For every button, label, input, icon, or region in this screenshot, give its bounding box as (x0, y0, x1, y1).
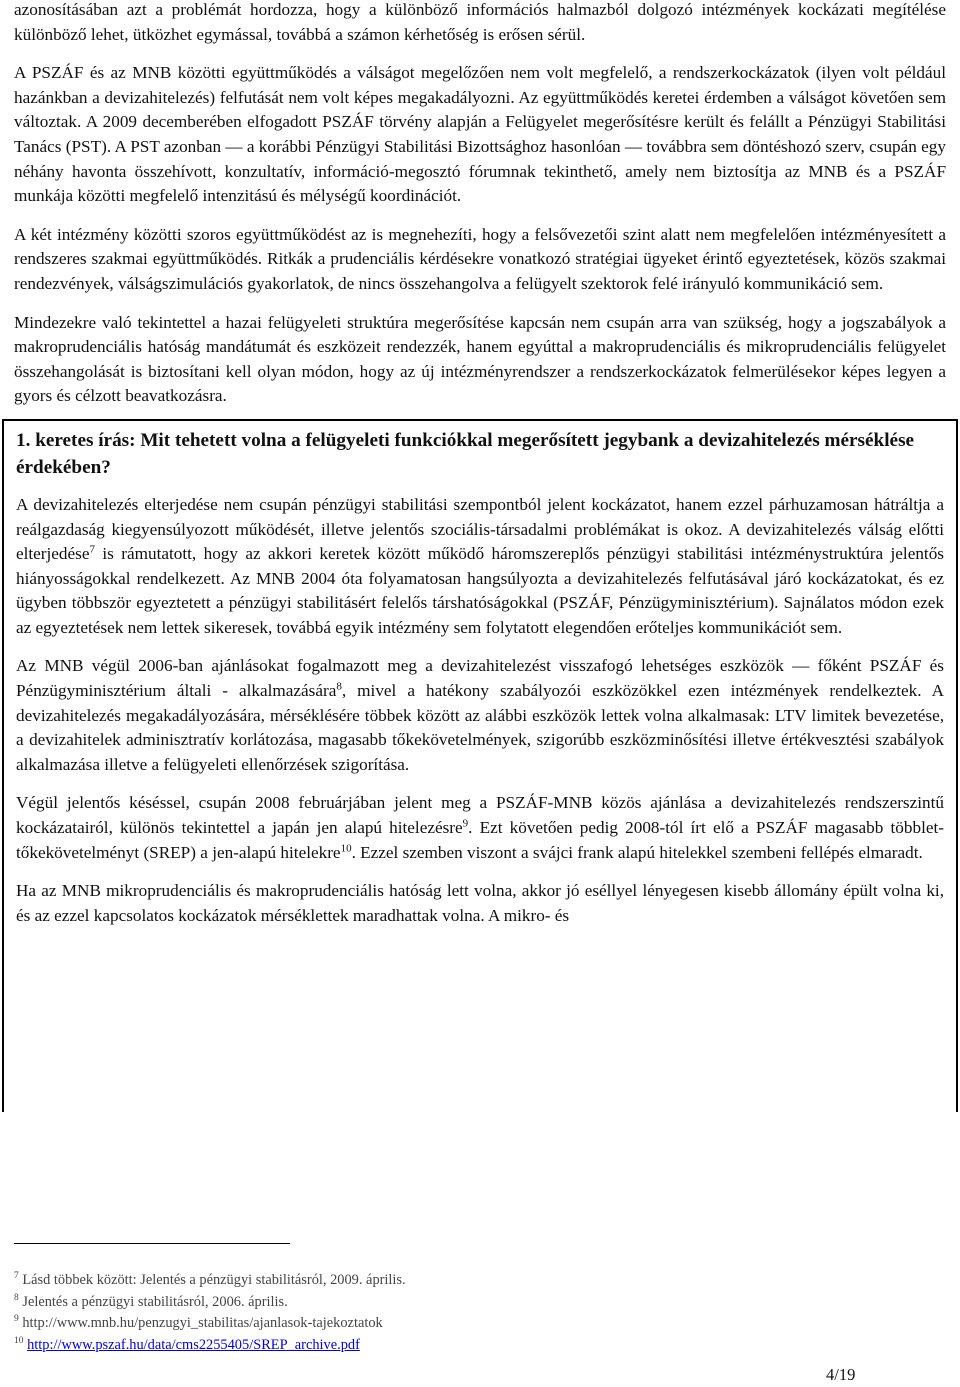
box-paragraph-3: Végül jelentős késéssel, csupán 2008 februárjában jelent meg a PSZÁF-MNB közös ajánlása a devizahitelezés rendszerszintű kockázatairól, különös tekintettel a japán jen alapú hitelezésre$^9$. Ezt követően pedig 2008-tól írt elő a PSZÁF magasabb többlet-tőkekövetelményt (SREP) a jen-alapú hitelekre$^{10}$. Ezzel szemben viszont a svájci frank alapú hitelekkel szembeni fellépés elmaradt. (16, 793, 944, 862)
paragraph-close-cooperation: A két intézmény közötti szoros együttműködést az is megnehezíti, hogy a felsővezetői szint alatt nem megfelelően intézményesített a rendszeres szakmai együttműködés. Ritkák a prudenciális kérdésekre vonatkozó stratégiai ügyeket érintő egyeztetések, közös szakmai rendezvények, válságszimulációs gyakorlatok, de nincs összehangolva a felügyelt szektorok felé irányuló kommunikáció sem. (14, 224, 946, 293)
boxed-text-1 (2, 419, 958, 1112)
footnote-8: $^8$ Jelentés a pénzügyi stabilitásról, 2006. április. (14, 1292, 288, 1310)
footnote-10-link[interactable]: http://www.pszaf.hu/data/cms2255405/SREP_archive.pdf (27, 1336, 360, 1353)
footnote-ref-9: 9 (462, 817, 469, 830)
box-paragraph-2: Az MNB végül 2006-ban ajánlásokat fogalmazott meg a devizahitelezést visszafogó lehetséges eszközök — főként PSZÁF és Pénzügyminisztérium általi - alkalmazására$^8$, mivel a hatékony szabályozói eszközökkel ezen intézmények rendelkeztek. A devizahitelezés megakadályozására, mérséklésére többek között az alábbi eszközök lettek volna alkalmasak: LTV limitek bevezetése, a devizahitelek adminisztratív korlátozása, magasabb tőkekövetelmények, szigorúbb eszközminősítési illetve értékvesztési szabályok alkalmazása illetve a felügyeleti ellenőrzések szigorítása. (16, 656, 944, 774)
document-page (14, 0, 946, 1112)
box-paragraph-4: Ha az MNB mikroprudenciális és makroprudenciális hatóság lett volna, akkor jó eséllyel lényegesen kisebb állomány épült volna ki, és az ezzel kapcsolatos kockázatok mérséklettek maradhattak volna. A mikro- és (16, 881, 944, 925)
footnote-ref-7: 7 (89, 543, 95, 556)
footnote-ref-8: 8 (336, 680, 342, 693)
box-paragraph-1: A devizahitelezés elterjedése nem csupán pénzügyi stabilitási szempontból jelent kockázatot, hanem ezzel párhuzamosan hátráltja a reálgazdaság kiegyensúlyozott működését, illetve jelentős szociális-társadalmi problémákat is okoz. A devizahitelezés válság előtti elterjedése$^7$ is rámutatott, hogy az akkori keretek között működő háromszereplős pénzügyi stabilitási intézménystruktúra jelentős hiányosságokkal rendelkezett. Az MNB 2004 óta folyamatosan hangsúlyozta a devizahitelezés felfutásával járó kockázatokat, és ez ügyben többször egyeztetett a pénzügyi stabilitásért felelős társhatóságokkal (PSZÁF, Pénzügyminisztérium). Sajnálatos módon ezek az egyeztetések nem lettek sikeresek, továbbá egyik intézmény sem folytatott elegendően erőteljes kommunikációt sem. (16, 494, 944, 637)
footnotes (14, 1270, 914, 1356)
footnote-ref-10: 10 (340, 841, 352, 854)
page-number: 4/19 (826, 1365, 856, 1384)
footnote-9: $^9$ http://www.mnb.hu/penzugyi_stabilitas/ajanlasok-tajekoztatok (14, 1314, 383, 1331)
footnote-10: $^{10}$ http://www.pszaf.hu/data/cms2255405/SREP_archive.pdf (14, 1335, 360, 1353)
footnote-7: $^7$ Lásd többek között: Jelentés a pénzügyi stabilitásról, 2009. április. (14, 1271, 406, 1288)
paragraph-cooperation: A PSZÁF és az MNB közötti együttműködés a válságot megelőzően nem volt megfelelő, a rendszerkockázatok (ilyen volt például hazánkban a devizahitelezés) felfutását nem volt képes megakadályozni. Az együttműködés keretei érdemben a válságot követően sem változtak. A 2009 decemberében elfogadott PSZÁF törvény alapján a Felügyelet megerősítésre került és felállt a Pénzügyi Stabilitási Tanács (PST). A PST azonban — a korábbi Pénzügyi Stabilitási Bizottsághoz hasonlóan — továbbra sem döntéshozó szerv, csupán egy néhány havonta összehívott, konzultatív, információ-megosztó fórumnak tekinthető, amely nem biztosítja az MNB és a PSZÁF munkája közötti megfelelő intenzitású és mélységű koordinációt. (14, 63, 946, 206)
footnote-separator (14, 1243, 290, 1244)
box-title: 1. keretes írás: Mit tehetett volna a felügyeleti funkciókkal megerősített jegybank a devizahitelezés mérséklése érdekében? (16, 429, 915, 478)
paragraph-continuation: azonosításában azt a problémát hordozza, hogy a különböző információs halmazból dolgozó intézmények kockázati megítélése különböző lehet, ütközhet egymással, továbbá a számon kérhetőség is erősen sérül. (14, 0, 946, 44)
paragraph-conclusion: Mindezekre való tekintettel a hazai felügyeleti struktúra megerősítése kapcsán nem csupán arra van szükség, hogy a jogszabályok a makroprudenciális hatóság mandátumát és eszközeit rendezzék, hanem egyúttal a makroprudenciális és mikroprudenciális felügyelet összehangolását is biztosítani kell olyan módon, hogy az új intézményrendszer a rendszerkockázatok felmerülésekor képes legyen a gyors és célzott beavatkozásra. (14, 312, 946, 406)
